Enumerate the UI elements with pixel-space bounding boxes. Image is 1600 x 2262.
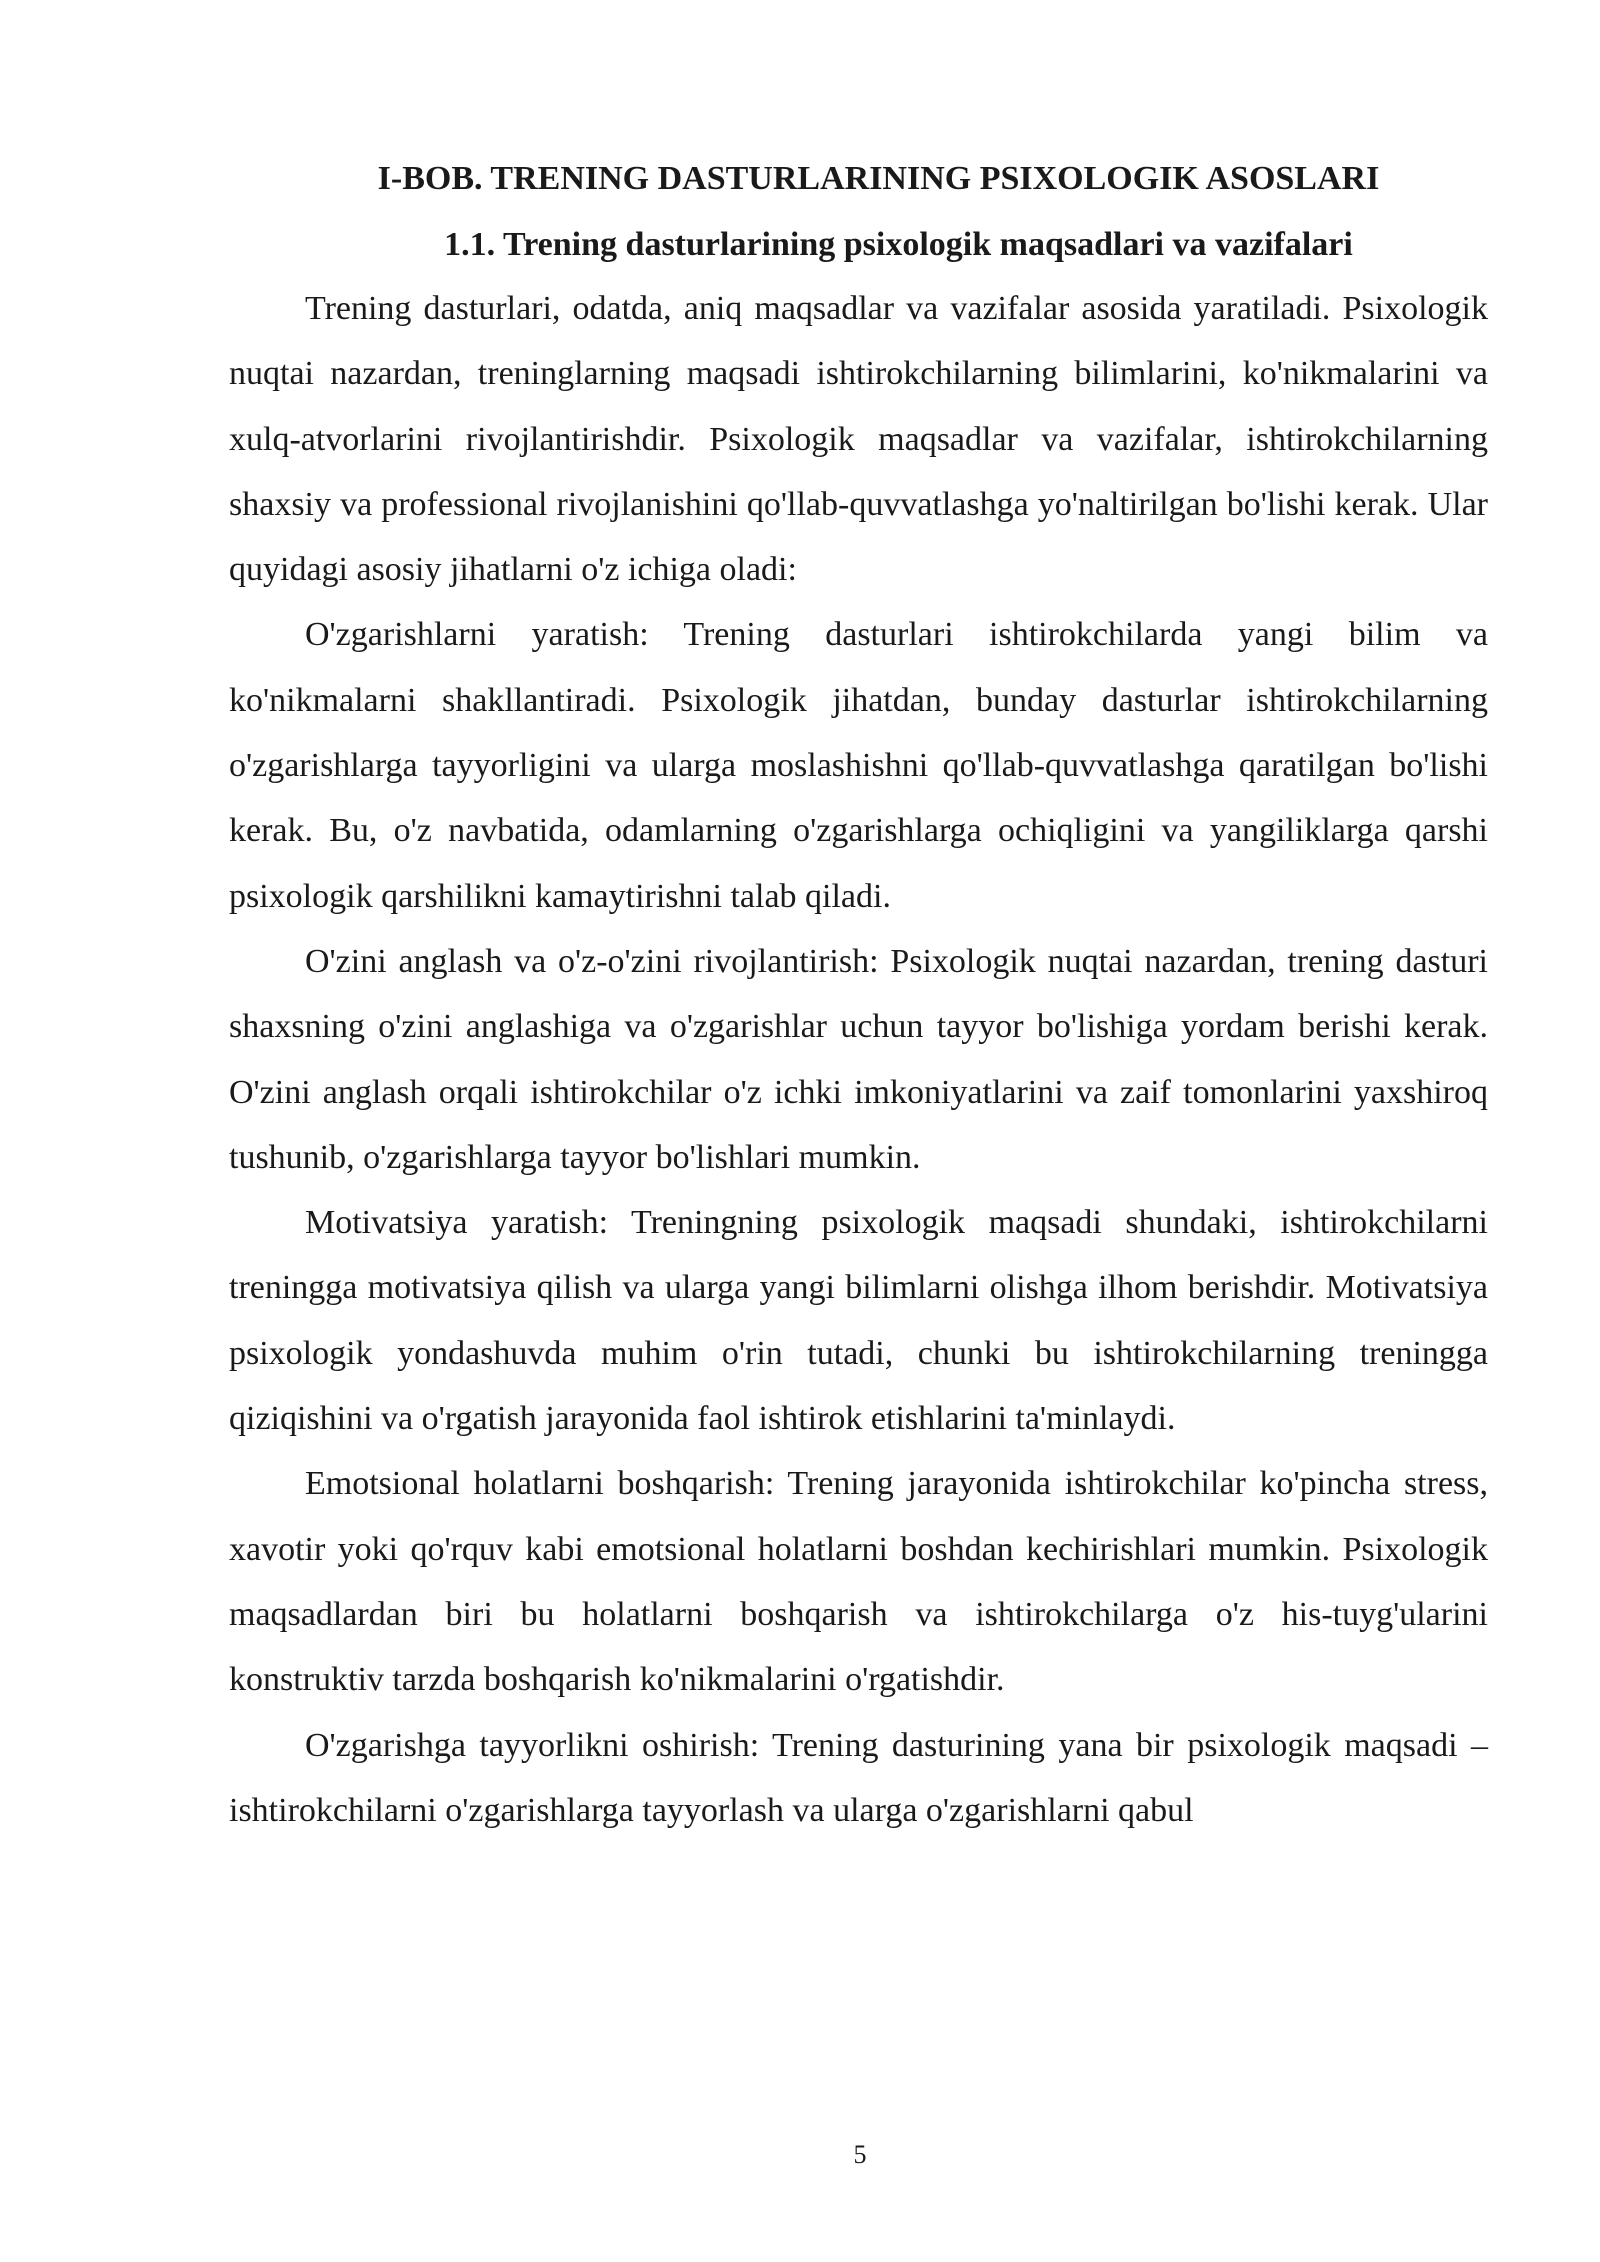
section-title: 1.1. Trening dasturlarining psixologik maqsadlari va vazifalari (444, 226, 1353, 263)
page-number: 5 (853, 2140, 867, 2169)
paragraph: Emotsional holatlarni boshqarish: Trening jarayonida ishtirokchilar ko'pincha stress, xavotir yoki qo'rquv kabi emotsional holatlarni boshdan kechirishlari mumkin. Psixologik maqsadlardan biri bu holatlarni boshqarish va ishtirokchilarga o'z his-tuyg'ularini konstruktiv tarzda boshqarish ko'nikmalarini o'rgatishdir. (229, 1465, 1488, 1699)
chapter-title: I-BOB. TRENING DASTURLARINING PSIXOLOGIK ASOSLARI (377, 160, 1380, 197)
paragraph: Motivatsiya yaratish: Treningning psixologik maqsadi shundaki, ishtirokchilarni treningga motivatsiya qilish va ularga yangi bilimlarni olishga ilhom berishdir. Motivatsiya psixologik yondashuvda muhim o'rin tutadi, chunki bu ishtirokchilarning treningga qiziqishini va o'rgatish jarayonida faol ishtirok etishlarini ta'minlaydi. (229, 1204, 1488, 1438)
paragraph: O'zini anglash va o'z-o'zini rivojlantirish: Psixologik nuqtai nazardan, trening dasturi shaxsning o'zini anglashiga va o'zgarishlar uchun tayyor bo'lishiga yordam berishi kerak. O'zini anglash orqali ishtirokchilar o'z ichki imkoniyatlarini va zaif tomonlarini yaxshiroq tushunib, o'zgarishlarga tayyor bo'lishlari mumkin. (229, 942, 1488, 1176)
paragraph: O'zgarishlarni yaratish: Trening dasturlari ishtirokchilarda yangi bilim va ko'nikmalarni shakllantiradi. Psixologik jihatdan, bunday dasturlar ishtirokchilarning o'zgarishlarga tayyorligini va ularga moslashishni qo'llab-quvvatlashga qaratilgan bo'lishi kerak. Bu, o'z navbatida, odamlarning o'zgarishlarga ochiqligini va yangiliklarga qarshi psixologik qarshilikni kamaytirishni talab qiladi. (229, 616, 1488, 915)
paragraph: Trening dasturlari, odatda, aniq maqsadlar va vazifalar asosida yaratiladi. Psixologik nuqtai nazardan, treninglarning maqsadi ishtirokchilarning bilimlarini, ko'nikmalarini va xulq-atvorlarini rivojlantirishdir. Psixologik maqsadlar va vazifalar, ishtirokchilarning shaxsiy va professional rivojlanishini qo'llab-quvvatlashga yo'naltirilgan bo'lishi kerak. Ular quyidagi asosiy jihatlarni o'z ichiga oladi: (229, 290, 1488, 589)
document-page (229, 148, 1488, 1843)
paragraph: O'zgarishga tayyorlikni oshirish: Trening dasturining yana bir psixologik maqsadi – ishtirokchilarni o'zgarishlarga tayyorlash va ularga o'zgarishlarni qabul (229, 1726, 1488, 1829)
